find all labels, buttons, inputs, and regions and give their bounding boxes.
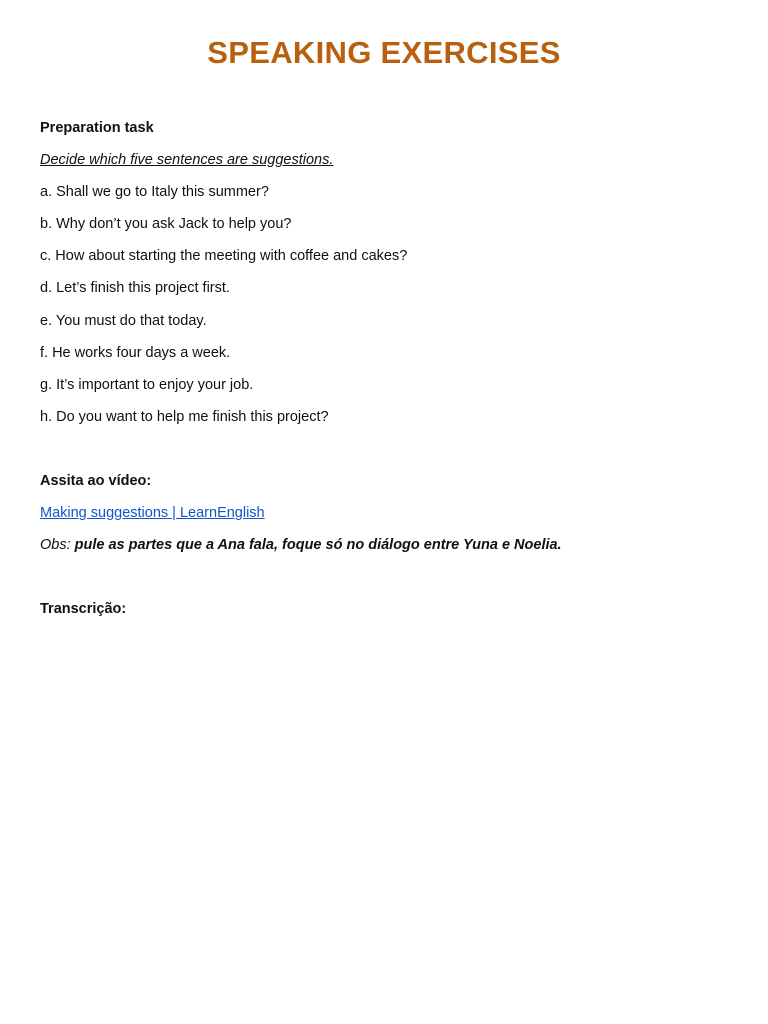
sentence-f: f. He works four days a week.	[40, 345, 231, 361]
sentence-h: h. Do you want to help me finish this project?	[40, 409, 329, 425]
video-heading: Assita ao vídeo:	[40, 473, 152, 489]
sentence-b: b. Why don’t you ask Jack to help you?	[40, 216, 292, 232]
page-title: SPEAKING EXERCISES	[207, 35, 561, 70]
obs-label: Obs:	[40, 537, 71, 553]
obs-text: pule as partes que a Ana fala, foque só no diálogo entre Yuna e Noelia.	[74, 537, 562, 553]
sentence-g: g. It’s important to enjoy your job.	[40, 377, 254, 393]
sentence-e: e. You must do that today.	[40, 313, 207, 329]
obs-note	[40, 535, 728, 555]
sentence-c: c. How about starting the meeting with coffee and cakes?	[40, 248, 408, 264]
sentence-a: a. Shall we go to Italy this summer?	[40, 184, 269, 200]
video-link[interactable]: Making suggestions | LearnEnglish	[40, 505, 265, 521]
preparation-heading: Preparation task	[40, 120, 154, 136]
transcription-heading: Transcrição:	[40, 601, 127, 617]
video-link-line	[40, 503, 728, 523]
sentence-d: d. Let’s finish this project first.	[40, 280, 230, 296]
preparation-instruction: Decide which five sentences are suggestions.	[40, 152, 334, 168]
